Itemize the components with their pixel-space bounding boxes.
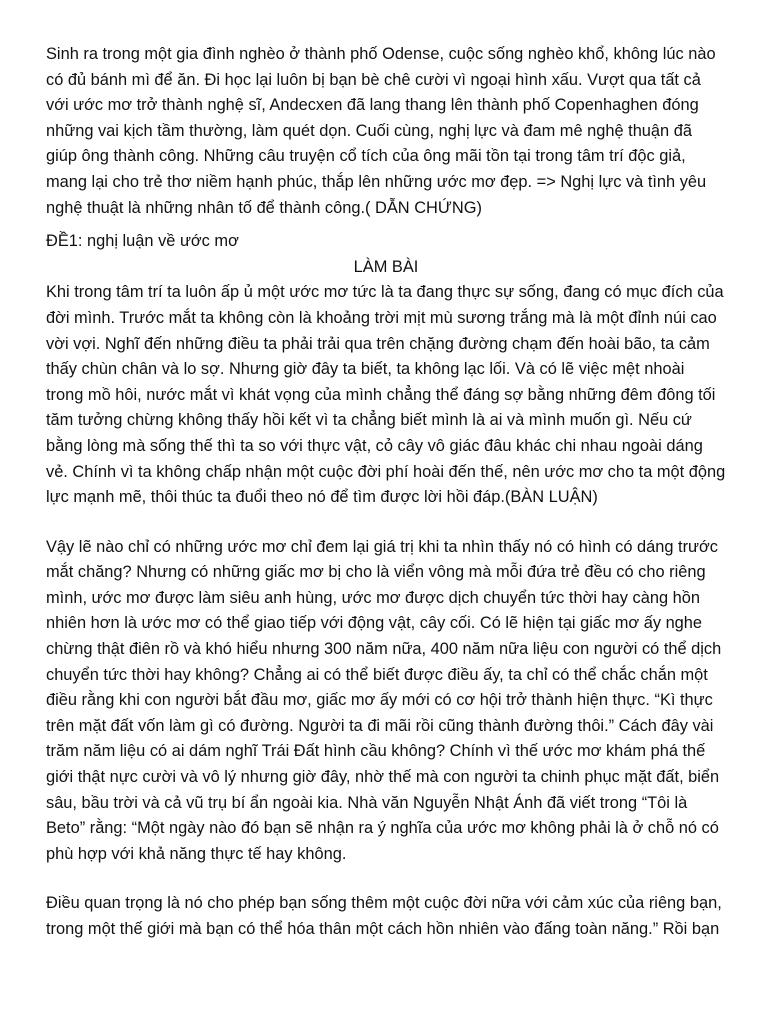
paragraph-dreams: Vậy lẽ nào chỉ có những ước mơ chỉ đem lại giá trị khi ta nhìn thấy nó có hình có dáng trước mắt chăng? Nhưng có những giấc mơ bị cho là viển vông mà mỗi đứa trẻ đều có cho riêng mình, ước mơ được làm siêu anh hùng, ước mơ được dịch chuyển tức thời hay càng hồn nhiên hơn là ước mơ có thể giao tiếp với động vật, cây cối. Có lẽ hiện tại giấc mơ ấy nghe chừng thật điên rồ và khó hiểu nhưng 300 năm nữa, 400 năm nữa liệu con người có thể dịch chuyển tức thời hay không? Chẳng ai có thể biết được điều ấy, ta chỉ có thể chắc chắn một điều rằng khi con người bắt đầu mơ, giấc mơ ấy mới có cơ hội trở thành hiện thực. “Kì thực trên mặt đất vốn làm gì có đường. Người ta đi mãi rồi cũng thành đường thôi.” Cách đây vài trăm năm liệu có ai dám nghĩ Trái Đất hình cầu không? Chính vì thế ước mơ khám phá thế giới thật nực cười và vô lý nhưng giờ đây, nhờ thế mà con người ta chinh phục mặt đất, biển sâu, bầu trời và cả vũ trụ bí ẩn ngoài kia. Nhà văn Nguyễn Nhật Ánh đã viết trong “Tôi là Beto” rằng: “Một ngày nào đó bạn sẽ nhận ra ý nghĩa của ước mơ không phải là ở chỗ nó có phù hợp với khả năng thực tế hay không. <box>46 537 722 863</box>
paragraph-evidence: Sinh ra trong một gia đình nghèo ở thành phố Odense, cuộc sống nghèo khổ, không lúc nào có đủ bánh mì để ăn. Đi học lại luôn bị bạn bè chê cười vì ngoại hình xấu. Vượt qua tất cả với ước mơ trở thành nghệ sĩ, Andecxen đã lang thang lên thành phố Copenhaghen đóng những vai kịch tầm thường, làm quét dọn. Cuối cùng, nghị lực và đam mê nghệ thuận đã giúp ông thành công. Những câu truyện cổ tích của ông mãi tồn tại trong tâm trí độc giả, mang lại cho trẻ thơ niềm hạnh phúc, thắp lên những ước mơ đẹp. => Nghị lực và tình yêu nghệ thuật là những nhân tố để thành công.( DẪN CHỨNG) <box>46 45 716 217</box>
section-title: LÀM BÀI <box>353 257 419 276</box>
paragraph-spacer <box>46 511 726 535</box>
document-page <box>46 42 726 943</box>
paragraph-spacer <box>46 867 726 891</box>
paragraph-discussion: Khi trong tâm trí ta luôn ấp ủ một ước mơ tức là ta đang thực sự sống, đang có mục đích của đời mình. Trước mắt ta không còn là khoảng trời mịt mù sương trắng mà là một đỉnh núi cao vời vợi. Nghĩ đến những điều ta phải trải qua trên chặng đường chạm đến hoài bão, ta cảm thấy chùn chân và lo sợ. Nhưng giờ đây ta biết, ta không lạc lối. Và có lẽ việc mệt nhoài trong mồ hôi, nước mắt vì khát vọng của mình chẳng thể đáng sợ bằng những đêm đông tối tăm tưởng chừng không thấy hồi kết vì ta chẳng biết mình là ai và mình muốn gì. Nếu cứ bằng lòng mà sống thế thì ta so với thực vật, cỏ cây vô giác đâu khác chi nhau ngoài dáng vẻ. Chính vì ta không chấp nhận một cuộc đời phí hoài đến thế, nên ước mơ cho ta một động lực mạnh mẽ, thôi thúc ta đuổi theo nó để tìm được lời hồi đáp.(BÀN LUẬN) <box>46 283 726 507</box>
paragraph-spacer <box>46 221 726 229</box>
paragraph-conclusion: Điều quan trọng là nó cho phép bạn sống thêm một cuộc đời nữa với cảm xúc của riêng bạn, trong một thế giới mà bạn có thể hóa thân một cách hồn nhiên vào đấng toàn năng.” Rồi bạn <box>46 894 722 938</box>
topic-heading: ĐỀ1: nghị luận về ước mơ <box>46 232 239 251</box>
